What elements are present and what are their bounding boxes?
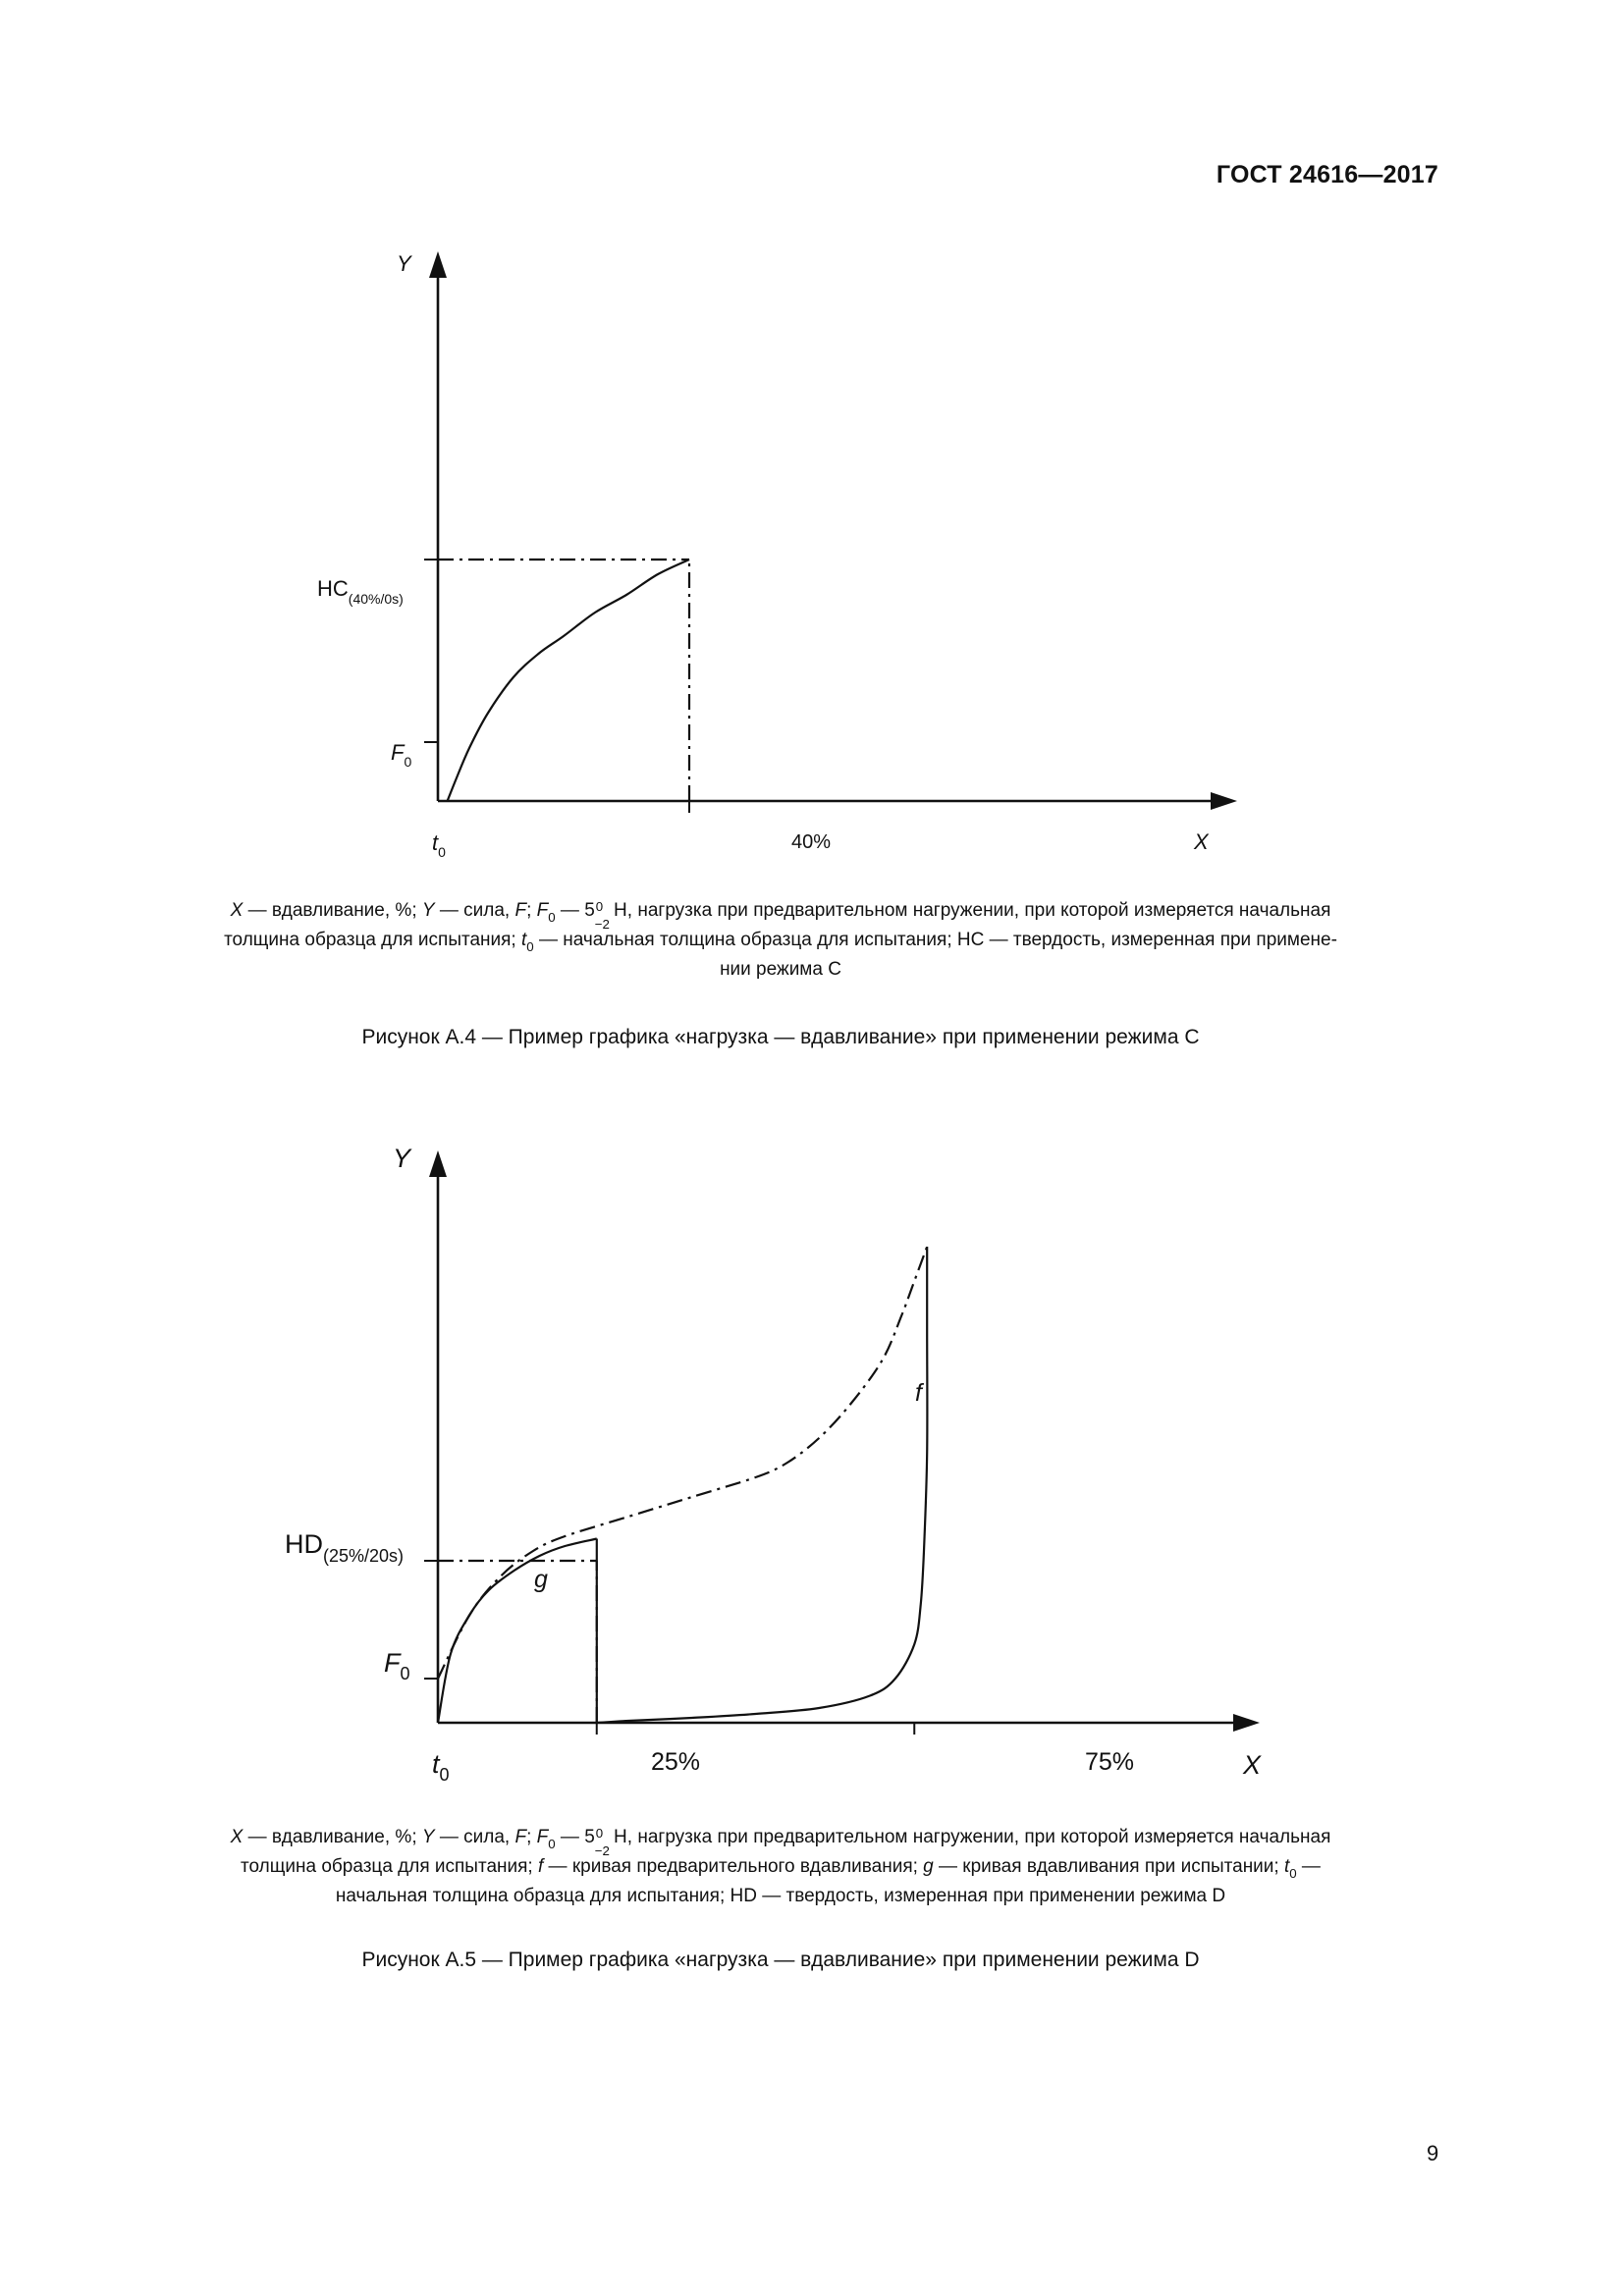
figure-a5-axes — [429, 1150, 1260, 1732]
a4-y-axis-arrow — [429, 251, 447, 278]
a5-legend-f-curve: f — [537, 1856, 544, 1877]
a5-25-tick-label: 25% — [650, 1748, 701, 1776]
a4-legend-y: Y — [421, 900, 435, 921]
a5-legend-g-desc: — кривая вдавливания при испытании; — [933, 1856, 1284, 1877]
a5-legend-f0: F — [536, 1827, 549, 1847]
a5-t0-main: t — [432, 1749, 440, 1779]
a5-legend-line-2 — [108, 1852, 1453, 1882]
a5-legend-tol-sup: 0 — [595, 1826, 604, 1841]
a4-legend-f0-sub: 0 — [548, 909, 556, 925]
a5-x-axis-arrow — [1233, 1714, 1260, 1732]
a4-t0-tick-label — [432, 830, 446, 860]
a5-legend-x-desc: — вдавливание, %; — [243, 1827, 422, 1847]
figure-a4-caption: Рисунок А.4 — Пример графика «нагрузка — вдавливание» при применении режима С — [361, 1026, 1200, 1048]
a5-f0-tick-label — [384, 1648, 410, 1683]
a4-legend-semi: ; — [526, 900, 537, 921]
a5-legend-dash5: — 5 — [555, 1827, 595, 1847]
a5-series-f-0 — [438, 1247, 927, 1679]
a5-legend-l2-start: толщина образца для испытания; — [241, 1856, 538, 1877]
a4-legend-t-sub: 0 — [526, 938, 534, 954]
a4-f0-sub: 0 — [404, 754, 412, 770]
a4-legend-x-desc: — вдавливание, %; — [243, 900, 422, 921]
a5-legend-y: Y — [421, 1827, 435, 1847]
page-number: 9 — [1427, 2141, 1439, 2165]
a4-y-axis-label: Y — [397, 251, 411, 276]
a5-y-axis-arrow — [429, 1150, 447, 1177]
a4-legend-rest: Н, нагрузка при предварительном нагружении, при которой измеряется начальная — [608, 900, 1331, 921]
a4-t0-main: t — [432, 830, 439, 855]
a4-legend-line-3: нии режима С — [720, 959, 841, 980]
a5-legend-y-desc: — сила, — [434, 1827, 515, 1847]
a5-legend-semi: ; — [526, 1827, 537, 1847]
a5-f0-main: F — [384, 1648, 401, 1678]
a4-f0-tick-label — [391, 740, 411, 770]
a5-t0-tick-label — [432, 1749, 450, 1785]
a5-y-axis-label: Y — [393, 1144, 411, 1173]
a4-legend-tol-sub: −2 — [594, 917, 610, 932]
a4-legend-t: t — [521, 930, 527, 950]
a4-t0-sub: 0 — [438, 844, 446, 860]
a5-legend-x: X — [230, 1827, 243, 1847]
a5-hd-main: HD — [285, 1529, 323, 1559]
a4-legend-dash5: — 5 — [555, 900, 595, 921]
a5-series-unloading-2 — [597, 1247, 928, 1723]
a4-series-load-0 — [448, 560, 689, 801]
a4-hc-tick-label — [317, 576, 404, 607]
a5-legend-tolerance — [594, 1826, 610, 1858]
figure-a4-axes — [429, 251, 1237, 810]
figure-a5-chart — [0, 1129, 1623, 1796]
document-standard-number: ГОСТ 24616—2017 — [1216, 161, 1438, 188]
a4-legend-l2-start: толщина образца для испытания; — [224, 930, 521, 950]
a5-legend-f0-sub: 0 — [548, 1836, 556, 1851]
a4-hc-sub: (40%/0s) — [348, 591, 404, 607]
a5-75-tick-label: 75% — [1084, 1748, 1135, 1776]
a5-legend-l2-end: — — [1296, 1856, 1321, 1877]
a5-curve-g-label: g — [534, 1566, 548, 1593]
a5-legend-t-sub: 0 — [1289, 1865, 1297, 1881]
a4-f0-main: F — [391, 740, 405, 765]
a5-legend-rest: Н, нагрузка при предварительном нагружении, при которой измеряется начальная — [608, 1827, 1331, 1847]
a5-hd-tick-label — [285, 1529, 404, 1566]
a4-legend-x: X — [230, 900, 243, 921]
a4-40-tick-label: 40% — [790, 831, 832, 853]
a5-t0-sub: 0 — [439, 1765, 450, 1785]
a5-legend-line-3: начальная толщина образца для испытания; HD — твердость, измеренная при применении режима D — [335, 1886, 1226, 1906]
a4-legend-line-2 — [108, 926, 1453, 955]
a5-legend-f-desc: — кривая предварительного вдавливания; — [543, 1856, 924, 1877]
a4-legend-line-1 — [108, 896, 1453, 932]
a4-legend-l2-rest: — начальная толщина образца для испытания; HC — твердость, измеренная при примене- — [533, 930, 1337, 950]
a5-legend-tol-sub: −2 — [594, 1843, 610, 1858]
a4-legend-f0: F — [536, 900, 549, 921]
a4-legend-tol-sup: 0 — [595, 899, 604, 914]
figure-a5-caption: Рисунок А.5 — Пример графика «нагрузка — вдавливание» при применении режима D — [361, 1949, 1200, 1971]
a4-legend-f: F — [514, 900, 527, 921]
figure-a4-legend — [108, 896, 1453, 985]
a4-x-axis-label: X — [1194, 829, 1209, 854]
a4-x-axis-arrow — [1211, 792, 1237, 810]
a5-legend-t: t — [1283, 1856, 1290, 1877]
a5-hd-sub: (25%/20s) — [323, 1546, 405, 1566]
a4-hc-main: HC — [317, 576, 349, 601]
a4-legend-tolerance — [594, 899, 610, 932]
a5-x-axis-label: X — [1243, 1750, 1262, 1780]
a5-legend-f: F — [514, 1827, 527, 1847]
a4-legend-y-desc: — сила, — [434, 900, 515, 921]
a5-legend-line-1 — [108, 1823, 1453, 1858]
a5-legend-g-curve: g — [923, 1856, 934, 1877]
a5-f0-sub: 0 — [400, 1664, 410, 1683]
a5-curve-f-label: f — [915, 1379, 922, 1407]
figure-a5-legend — [108, 1823, 1453, 1911]
